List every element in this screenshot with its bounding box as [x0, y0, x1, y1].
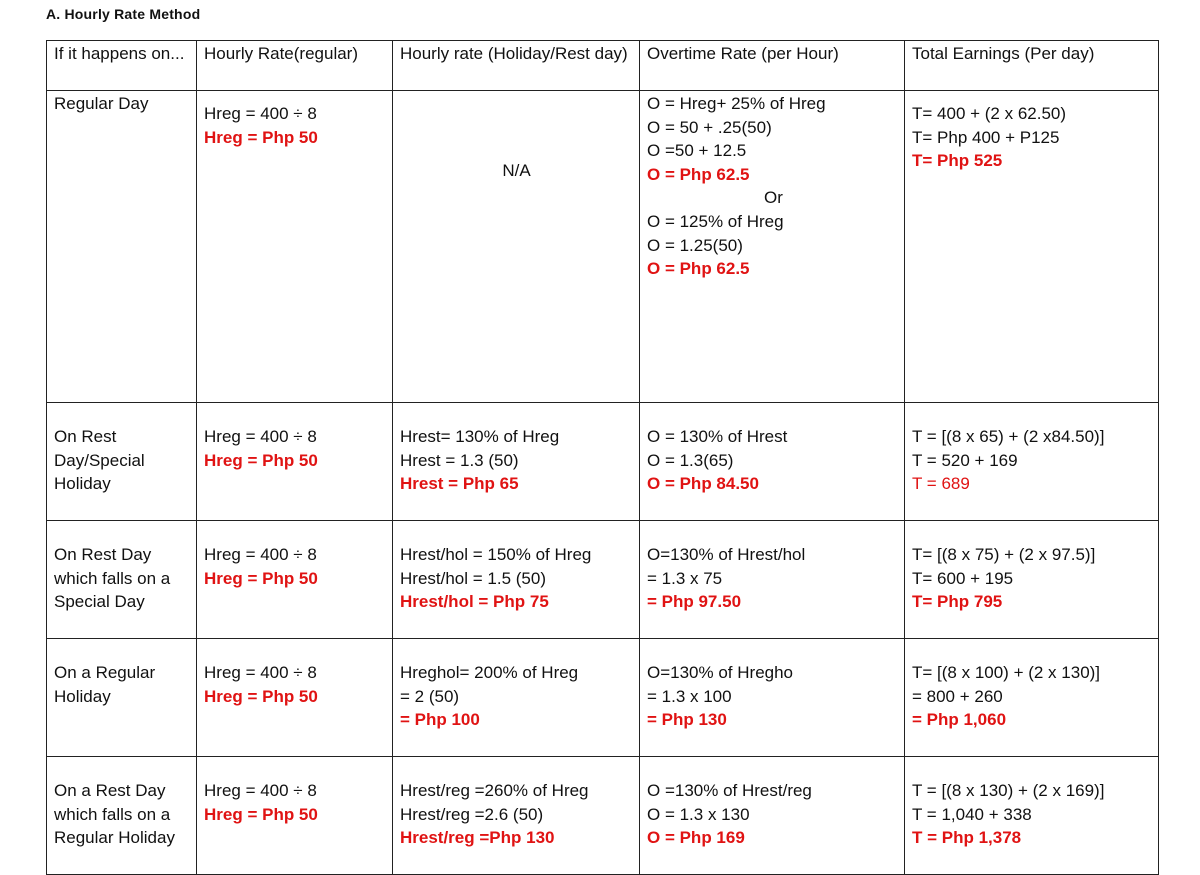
overtime-rate-cell: O=130% of Hregho = 1.3 x 100 = Php 130: [640, 639, 905, 757]
overtime-rate-cell: O = Hreg+ 25% of Hreg O = 50 + .25(50) O =50 + 12.5 O = Php 62.5 Or O = 125% of Hreg O = 1.25(50) O = Php 62.5: [640, 91, 905, 403]
occasion-cell: On a Regular Holiday: [47, 639, 197, 757]
column-header-holiday-rate: Hourly rate (Holiday/Rest day): [393, 41, 640, 91]
column-header-overtime-rate: Overtime Rate (per Hour): [640, 41, 905, 91]
overtime-rate-cell: O=130% of Hrest/hol = 1.3 x 75 = Php 97.50: [640, 521, 905, 639]
total-earnings-cell: T= 400 + (2 x 62.50) T= Php 400 + P125 T= Php 525: [905, 91, 1159, 403]
table-row: [47, 403, 1159, 521]
hourly-rate-cell: Hreg = 400 ÷ 8 Hreg = Php 50: [197, 521, 393, 639]
holiday-rate-cell: Hreghol= 200% of Hreg = 2 (50) = Php 100: [393, 639, 640, 757]
occasion-cell: On a Rest Day which falls on a Regular Holiday: [47, 757, 197, 875]
holiday-rate-cell: Hrest/reg =260% of Hreg Hrest/reg =2.6 (50) Hrest/reg =Php 130: [393, 757, 640, 875]
hourly-rate-cell: Hreg = 400 ÷ 8 Hreg = Php 50: [197, 639, 393, 757]
holiday-rate-cell: N/A: [393, 91, 640, 403]
hourly-rate-cell: Hreg = 400 ÷ 8 Hreg = Php 50: [197, 757, 393, 875]
total-earnings-cell: T = [(8 x 130) + (2 x 169)] T = 1,040 + 338 T = Php 1,378: [905, 757, 1159, 875]
overtime-rate-cell: O = 130% of Hrest O = 1.3(65) O = Php 84.50: [640, 403, 905, 521]
section-heading: A. Hourly Rate Method: [46, 6, 201, 22]
occasion-cell: Regular Day: [47, 91, 197, 403]
total-earnings-cell: T= [(8 x 100) + (2 x 130)] = 800 + 260 = Php 1,060: [905, 639, 1159, 757]
overtime-rate-cell: O =130% of Hrest/reg O = 1.3 x 130 O = Php 169: [640, 757, 905, 875]
hourly-rate-cell: Hreg = 400 ÷ 8 Hreg = Php 50: [197, 403, 393, 521]
column-header-total-earnings: Total Earnings (Per day): [905, 41, 1159, 91]
table-row: [47, 757, 1159, 875]
column-header-hourly-rate: Hourly Rate(regular): [197, 41, 393, 91]
hourly-rate-table: [46, 40, 1159, 875]
table-row: [47, 639, 1159, 757]
column-header-occasion: If it happens on...: [47, 41, 197, 91]
total-earnings-cell: T = [(8 x 65) + (2 x84.50)] T = 520 + 169 T = 689: [905, 403, 1159, 521]
header-row: [47, 41, 1159, 91]
table-row: [47, 521, 1159, 639]
occasion-cell: On Rest Day/Special Holiday: [47, 403, 197, 521]
occasion-cell: On Rest Day which falls on a Special Day: [47, 521, 197, 639]
table-row: [47, 91, 1159, 403]
total-earnings-cell: T= [(8 x 75) + (2 x 97.5)] T= 600 + 195 T= Php 795: [905, 521, 1159, 639]
holiday-rate-cell: Hrest= 130% of Hreg Hrest = 1.3 (50) Hrest = Php 65: [393, 403, 640, 521]
hourly-rate-cell: Hreg = 400 ÷ 8 Hreg = Php 50: [197, 91, 393, 403]
holiday-rate-cell: Hrest/hol = 150% of Hreg Hrest/hol = 1.5 (50) Hrest/hol = Php 75: [393, 521, 640, 639]
